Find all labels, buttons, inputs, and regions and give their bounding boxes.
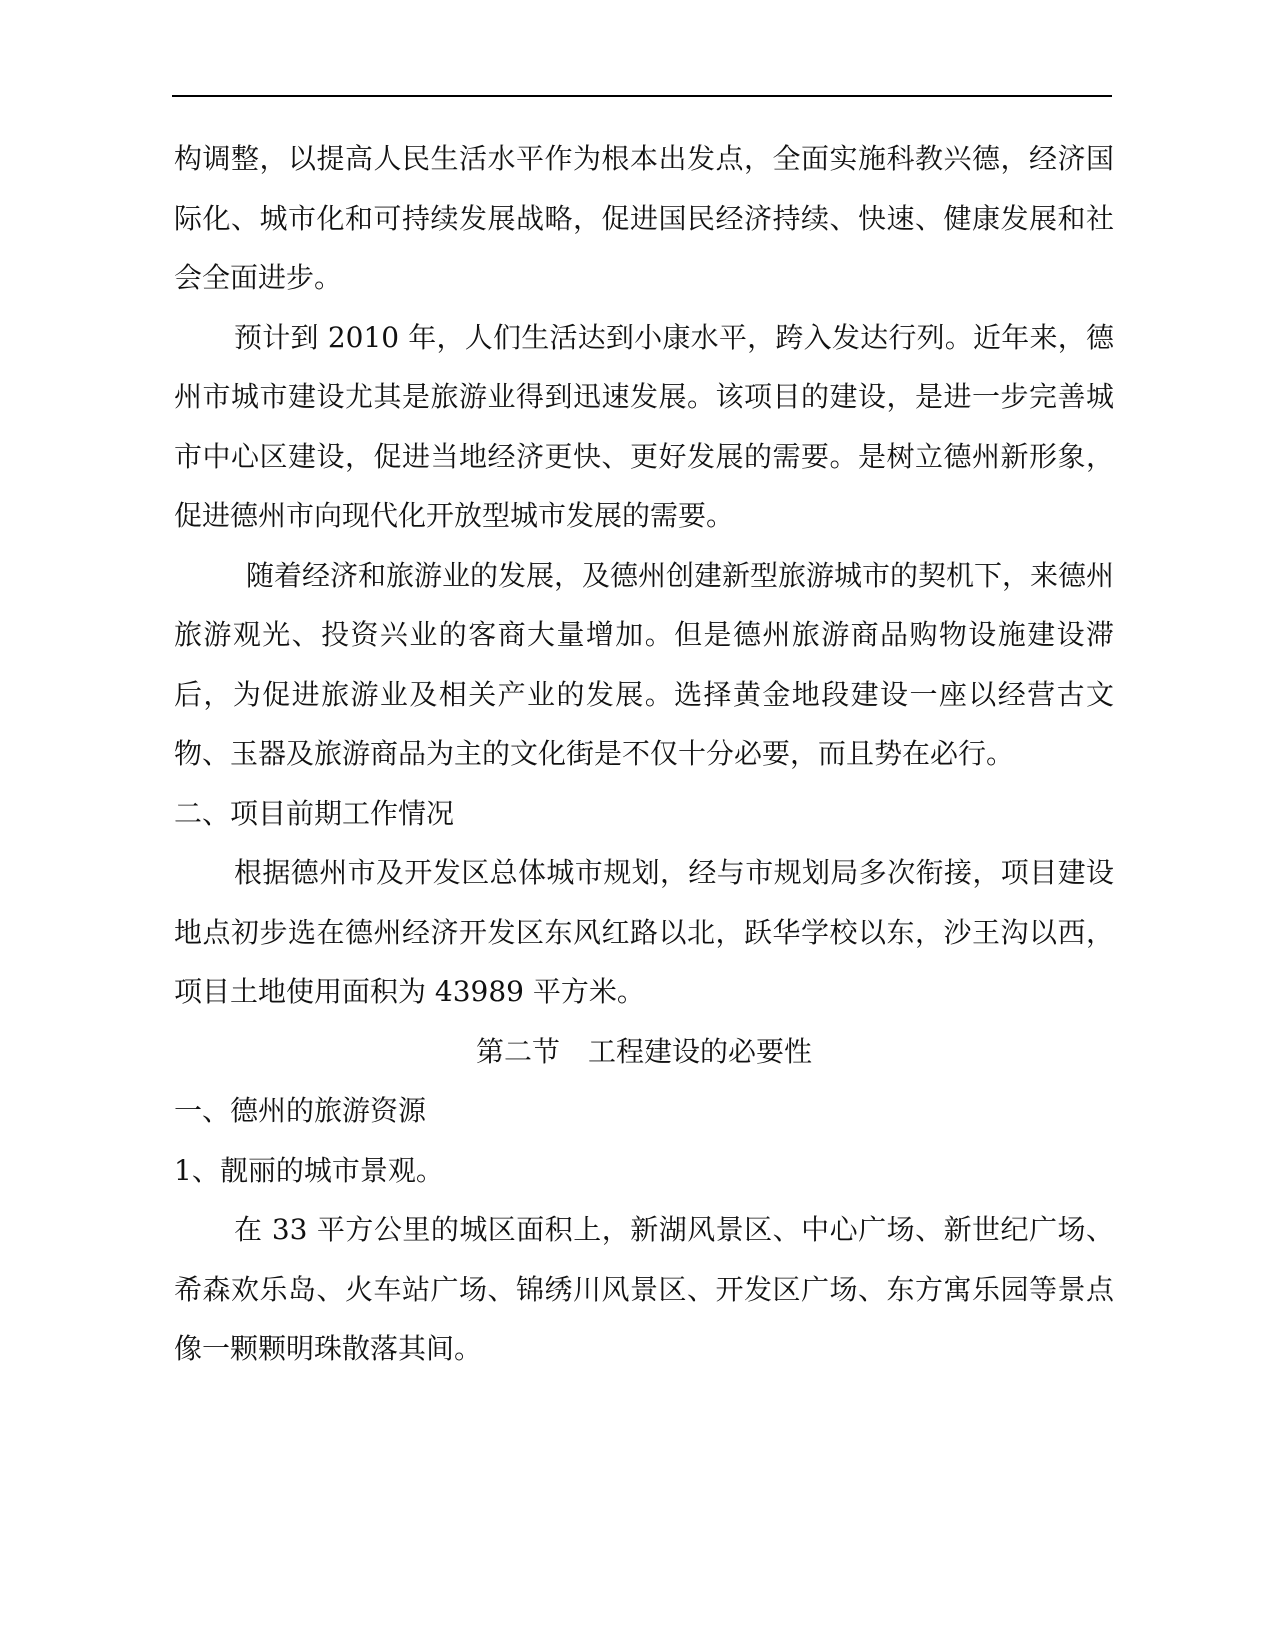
section-title-necessity: 第二节 工程建设的必要性 [475,1034,812,1068]
header-rule [172,95,1112,97]
paragraph-city-scenic-spots: 在 33 平方公里的城区面积上，新湖风景区、中心广场、新世纪广场、希森欢乐岛、火车站广场、锦绣川风景区、开发区广场、东方寓乐园等景点像一颗颗明珠散落其间。 [174,1213,1114,1365]
paragraph-project-location: 根据德州市及开发区总体城市规划，经与市规划局多次衔接，项目建设地点初步选在德州经济开发区东风红路以北，跃华学校以东，沙王沟以西，项目土地使用面积为 43989 平方米。 [174,856,1114,1008]
section-heading-tourism-resources: 一、德州的旅游资源 [174,1094,427,1127]
section-heading-preliminary-work: 二、项目前期工作情况 [174,796,455,830]
paragraph-tourism-development: 随着经济和旅游业的发展，及德州创建新型旅游城市的契机下，来德州旅游观光、投资兴业的客商大量增加。但是德州旅游商品购物设施建设滞后，为促进旅游业及相关产业的发展。选择黄金地段建设一座以经营古文物、玉器及旅游商品为主的文化街是不仅十分必要，而且势在必行。 [174,558,1115,770]
paragraph-forecast: 预计到 2010 年，人们生活达到小康水平，跨入发达行列。近年来，德州市城市建设尤其是旅游业得到迅速发展。该项目的建设，是进一步完善城市中心区建设，促进当地经济更快、更好发展的需要。是树立德州新形象，促进德州市向现代化开放型城市发展的需要。 [174,320,1114,532]
document-body [174,129,1114,1379]
subheading-city-landscape: 1、靓丽的城市景观。 [174,1153,444,1187]
paragraph-continuation: 构调整，以提高人民生活水平作为根本出发点，全面实施科教兴德，经济国际化、城市化和可持续发展战略，促进国民经济持续、快速、健康发展和社会全面进步。 [174,142,1114,294]
